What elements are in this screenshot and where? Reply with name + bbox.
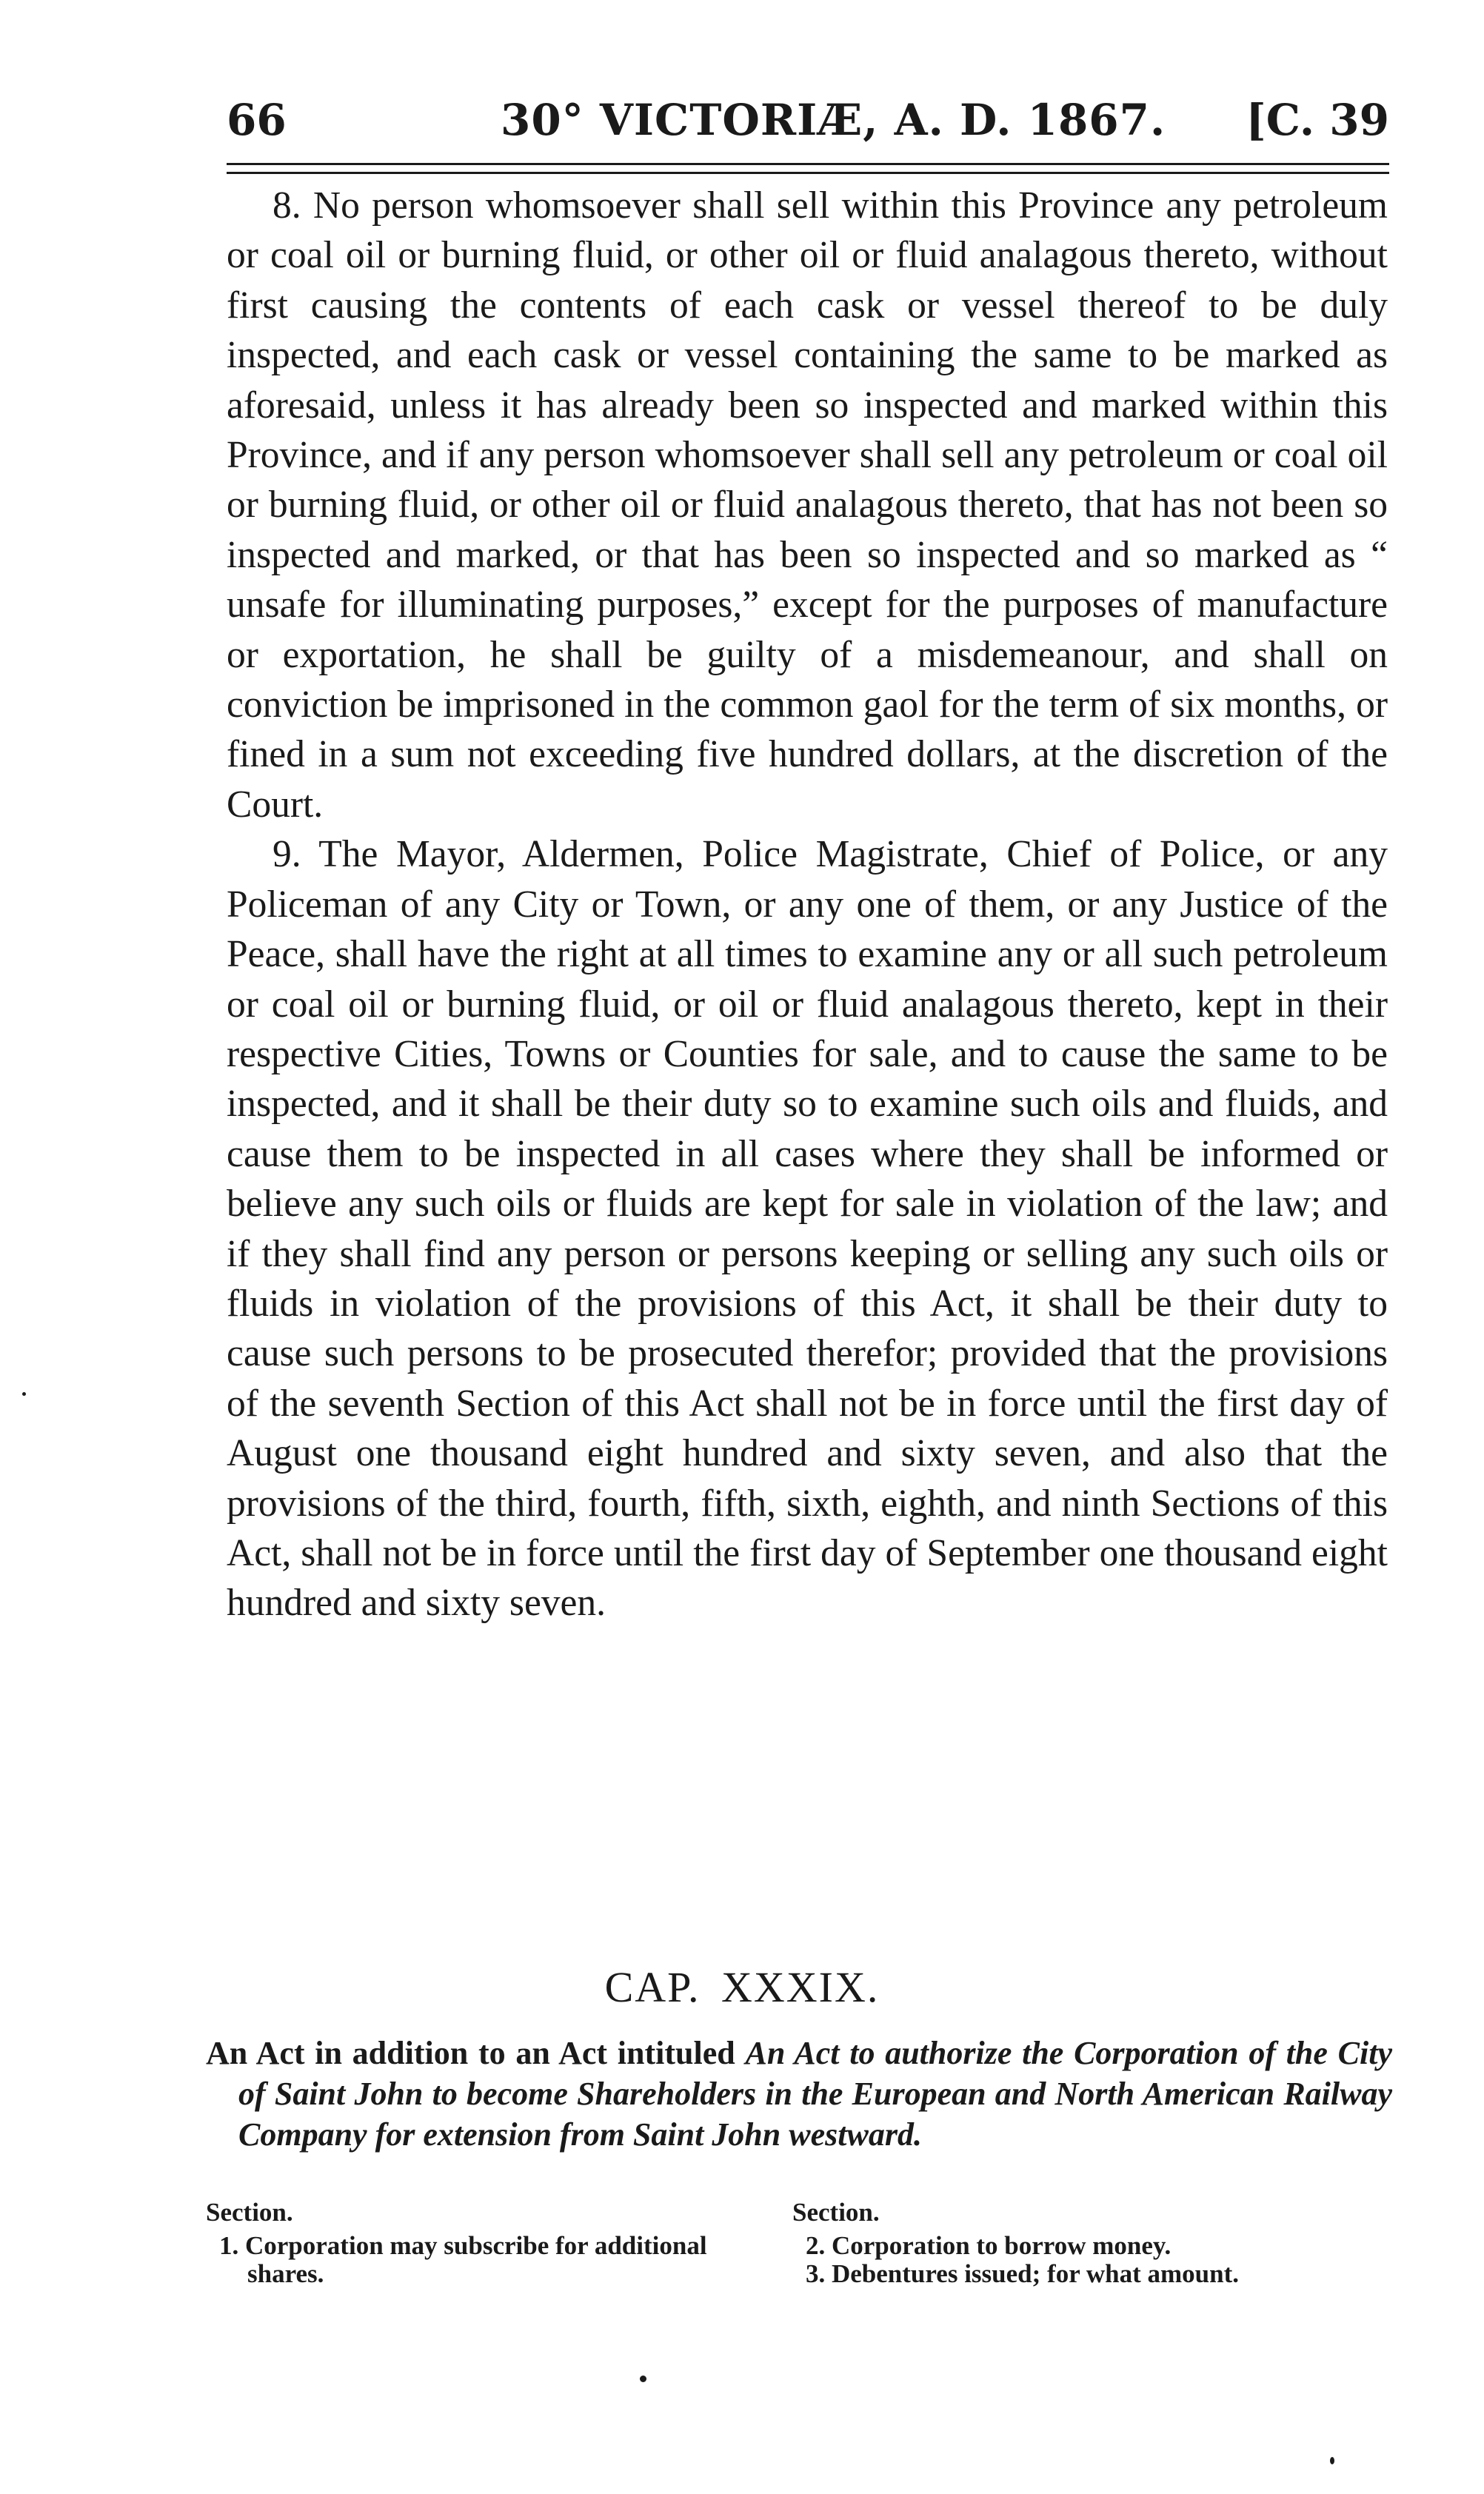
chapter-reference: [C. 39 <box>1246 95 1389 145</box>
header-double-rule <box>227 163 1389 174</box>
act-title-lead: An Act in addition to an Act intituled <box>206 2035 746 2071</box>
synopsis-item: 3. Debentures issued; for what amount. <box>806 2259 1239 2288</box>
synopsis-item: 1. Corporation may subscribe for additional shares. <box>219 2231 707 2288</box>
synopsis-right-column <box>792 2198 1355 2288</box>
synopsis-left-heading: Section. <box>206 2198 293 2227</box>
ink-speck <box>640 2376 646 2382</box>
synopsis-right-heading: Section. <box>792 2198 880 2227</box>
act-long-title <box>206 2033 1392 2155</box>
act-cited-title: An Act to authorize the Corporation of the City of Saint John to become Shareholders in the European and North American Railway Company for extension from Saint John westward. <box>238 2035 1392 2153</box>
synopsis-left-column <box>206 2198 769 2288</box>
ink-speck <box>22 1392 26 1396</box>
running-head <box>227 95 1389 154</box>
page-number: 66 <box>227 95 287 145</box>
section-8-paragraph: 8. No person whomsoever shall sell within this Province any petroleum or coal oil or burning fluid, or other oil or fluid analagous thereto, without first causing the contents of each cask or vessel thereof to be duly inspected, and each cask or vessel containing the same to be marked as aforesaid, unless it has already been so inspected and marked within this Province, and if any person whomsoever shall sell any petroleum or coal oil or burning fluid, or other oil or fluid analagous thereto, that has not been so inspected and marked, or that has been so inspected and so marked as “ unsafe for illuminating purposes,” except for the purposes of manufacture or exportation, he shall be guilty of a misdemeanour, and shall on conviction be imprisoned in the common gaol for the term of six months, or fined in a sum not exceeding five hundred dollars, at the discretion of the Court. <box>227 184 1388 826</box>
synopsis-item: 2. Corporation to borrow money. <box>806 2231 1172 2260</box>
section-9-paragraph: 9. The Mayor, Aldermen, Police Magistrate, Chief of Police, or any Policeman of any City or Town, or any one of them, or any Justice of the Peace, shall have the right at all times to examine any or all such petroleum or coal oil or burning fluid, or oil or fluid analagous thereto, kept in their respective Cities, Towns or Counties for sale, and to cause the same to be inspected, and it shall be their duty so to examine such oils and fluids, and cause them to be inspected in all cases where they shall be informed or believe any such oils or fluids are kept for sale in violation of the law; and if they shall find any person or persons keeping or selling any such oils or fluids in violation of the provisions of this Act, it shall be their duty to cause such persons to be prosecuted therefor; provided that the provisions of the seventh Section of this Act shall not be in force until the first day of August one thousand eight hundred and sixty seven, and also that the provisions of the third, fourth, fifth, sixth, eighth, and ninth Sections of this Act, shall not be in force until the first day of September one thousand eight hundred and sixty seven. <box>227 833 1388 1625</box>
statute-body <box>227 181 1388 1628</box>
section-synopsis <box>206 2198 1392 2316</box>
chapter-number: XXXIX. <box>721 1963 880 2011</box>
chapter-prefix: CAP. <box>604 1963 701 2011</box>
chapter-heading <box>0 1962 1484 2012</box>
ink-speck <box>1330 2457 1334 2464</box>
running-title: 30° VICTORIÆ, A. D. 1867. <box>501 95 1166 145</box>
act-title-paragraph <box>206 2033 1392 2155</box>
